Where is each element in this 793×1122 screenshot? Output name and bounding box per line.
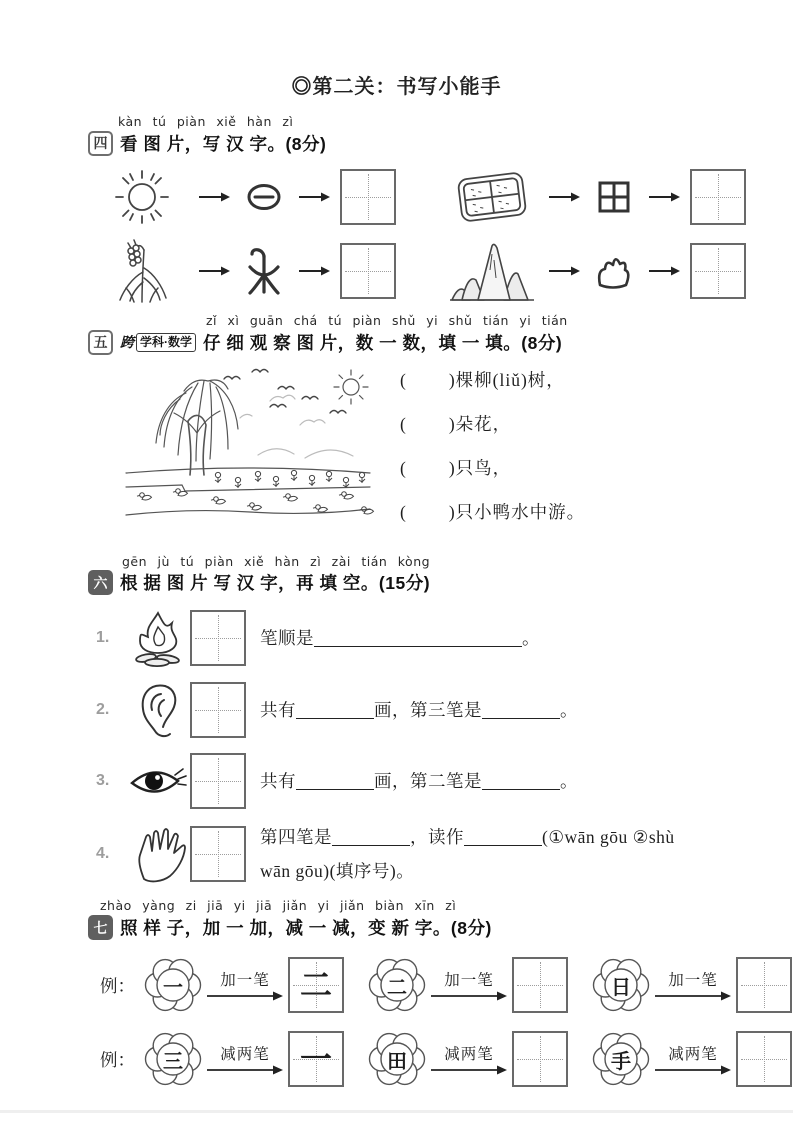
tianzige-box bbox=[190, 753, 246, 809]
arrow-label: 减两笔 bbox=[668, 1046, 718, 1063]
count-line-flowers: ( )朵花， bbox=[400, 413, 512, 434]
oracle-mountain-glyph bbox=[590, 252, 638, 290]
section5-pinyin: zǐ xì guān chá tú piàn shǔ yi shǔ tián yi tián bbox=[206, 312, 568, 328]
section5-number-badge: 五 bbox=[88, 330, 113, 355]
section7-header bbox=[88, 915, 793, 940]
section4-title: 看 图 片，写 汉 字。(8分) bbox=[120, 133, 327, 154]
pond-willow-scene bbox=[120, 363, 376, 526]
flower-frame bbox=[144, 956, 202, 1014]
tianzige-box bbox=[340, 169, 396, 225]
labeled-arrow bbox=[428, 1042, 510, 1076]
tianzige-box bbox=[690, 243, 746, 299]
question-2-row bbox=[96, 681, 793, 739]
source-character: 二 bbox=[387, 976, 407, 999]
question-number: 1. bbox=[96, 629, 110, 647]
tianzige-box bbox=[736, 957, 792, 1013]
labeled-arrow bbox=[204, 1042, 286, 1076]
question-text-line2: wān gōu)(填序号)。 bbox=[260, 861, 415, 882]
section4-pinyin: kàn tú piàn xiě hàn zì bbox=[118, 114, 294, 129]
section5-count-lines bbox=[400, 367, 585, 543]
flower-frame bbox=[592, 1030, 650, 1088]
oracle-sun-glyph bbox=[240, 181, 288, 213]
answer-blank bbox=[332, 828, 410, 846]
source-character: 日 bbox=[611, 976, 631, 999]
transform-group bbox=[368, 956, 568, 1014]
section6-title: 根 据 图 片 写 汉 字，再 填 空。(15分) bbox=[120, 573, 431, 594]
flower-frame bbox=[592, 956, 650, 1014]
tianzige-box bbox=[690, 169, 746, 225]
tianzige-box bbox=[190, 826, 246, 882]
tianzige-box bbox=[288, 1031, 344, 1087]
arrow-icon bbox=[198, 265, 230, 277]
page-bottom-edge bbox=[0, 1110, 793, 1113]
tianzige-box bbox=[190, 610, 246, 666]
section6-pinyin: gēn jù tú piàn xiě hàn zì zài tián kòng bbox=[122, 553, 431, 569]
answer-blank bbox=[482, 701, 560, 719]
arrow-label: 加一笔 bbox=[444, 972, 494, 989]
flower-frame bbox=[368, 956, 426, 1014]
fire-icon bbox=[126, 609, 190, 667]
section4-header bbox=[88, 131, 793, 156]
arrow-label: 减两笔 bbox=[220, 1046, 270, 1063]
transform-group bbox=[144, 1030, 344, 1088]
question-text: 笔顺是 。 bbox=[260, 628, 540, 649]
arrow-icon bbox=[298, 191, 330, 203]
flower-frame bbox=[144, 1030, 202, 1088]
flower-frame bbox=[368, 1030, 426, 1088]
section4-number-badge: 四 bbox=[88, 131, 113, 156]
question-number: 2. bbox=[96, 701, 110, 719]
source-character: 一 bbox=[163, 976, 183, 999]
labeled-arrow bbox=[428, 968, 510, 1002]
transform-group bbox=[592, 956, 792, 1014]
question-text: 共有 画，第三笔是 。 bbox=[260, 700, 578, 721]
example-label: 例： bbox=[100, 975, 135, 996]
question-text: 共有 画，第二笔是 。 bbox=[260, 771, 578, 792]
source-character: 三 bbox=[163, 1050, 183, 1073]
mountain-icon bbox=[446, 240, 538, 302]
arrow-icon bbox=[548, 191, 580, 203]
ear-icon bbox=[126, 681, 190, 739]
arrow-label: 加一笔 bbox=[668, 972, 718, 989]
hand-icon bbox=[126, 825, 190, 883]
question-number: 3. bbox=[96, 772, 110, 790]
field-icon bbox=[446, 168, 538, 226]
section4-row2 bbox=[96, 238, 793, 304]
arrow-icon bbox=[648, 265, 680, 277]
page-title: ◎第二关：书写小能手 bbox=[291, 76, 502, 98]
arrow-icon bbox=[198, 191, 230, 203]
tianzige-box bbox=[340, 243, 396, 299]
section5-content bbox=[120, 363, 793, 543]
arrow-label: 减两笔 bbox=[444, 1046, 494, 1063]
transform-group bbox=[368, 1030, 568, 1088]
question-4-row bbox=[96, 823, 793, 885]
answer-blank bbox=[296, 772, 374, 790]
answer-blank bbox=[296, 701, 374, 719]
source-character: 手 bbox=[611, 1050, 631, 1073]
tianzige-box bbox=[190, 682, 246, 738]
question-number: 4. bbox=[96, 845, 110, 863]
tianzige-box bbox=[512, 957, 568, 1013]
tianzige-box bbox=[512, 1031, 568, 1087]
transform-group bbox=[144, 956, 344, 1014]
cross-subject-math-tag bbox=[120, 332, 196, 352]
section7-pinyin: zhào yàng zi jiā yi jiā jiǎn yi jiǎn biàn xīn zì bbox=[100, 898, 457, 914]
tag-kua-label: 跨 bbox=[120, 334, 134, 350]
section7-number-badge: 七 bbox=[88, 915, 113, 940]
tianzige-box bbox=[736, 1031, 792, 1087]
arrow-icon bbox=[648, 191, 680, 203]
question-text: 第四笔是 ，读作 (①wān gōu ②shù wān gōu)(填序号)。 bbox=[260, 823, 675, 885]
count-line-ducks: ( )只小鸭水中游。 bbox=[400, 501, 586, 522]
count-line-willow: ( )棵柳(liǔ)树， bbox=[400, 369, 565, 390]
labeled-arrow bbox=[652, 1042, 734, 1076]
eye-icon bbox=[126, 761, 190, 801]
written-answer: 一 bbox=[299, 1041, 332, 1077]
example-label: 例： bbox=[100, 1049, 135, 1070]
arrow-label: 加一笔 bbox=[220, 972, 270, 989]
section6-number-badge: 六 bbox=[88, 570, 113, 595]
oracle-grain-glyph bbox=[240, 245, 288, 297]
section5-header bbox=[88, 330, 793, 355]
section5-title: 仔 细 观 察 图 片，数 一 数，填 一 填。(8分) bbox=[203, 332, 563, 353]
remove-stroke-row bbox=[100, 1030, 793, 1088]
section7-title: 照 样 子，加 一 加，减 一 减，变 新 字。(8分) bbox=[120, 918, 492, 938]
arrow-icon bbox=[548, 265, 580, 277]
section6-header bbox=[88, 570, 793, 595]
arrow-icon bbox=[298, 265, 330, 277]
labeled-arrow bbox=[652, 968, 734, 1002]
labeled-arrow bbox=[204, 968, 286, 1002]
answer-blank bbox=[464, 828, 542, 846]
question-3-row bbox=[96, 753, 793, 809]
answer-blank bbox=[482, 772, 560, 790]
tianzige-box bbox=[288, 957, 344, 1013]
count-line-birds: ( )只鸟， bbox=[400, 457, 512, 478]
oracle-field-glyph bbox=[590, 178, 638, 216]
answer-blank bbox=[314, 629, 522, 647]
section4-row1 bbox=[96, 168, 793, 226]
tag-subject-label: 学科·数学 bbox=[136, 333, 196, 352]
sun-icon bbox=[96, 168, 188, 226]
transform-group bbox=[592, 1030, 792, 1088]
add-stroke-row bbox=[100, 956, 793, 1014]
question-1-row bbox=[96, 609, 793, 667]
written-answer: 二 bbox=[299, 967, 332, 1003]
source-character: 田 bbox=[387, 1050, 407, 1073]
rice-plant-icon bbox=[96, 238, 188, 304]
